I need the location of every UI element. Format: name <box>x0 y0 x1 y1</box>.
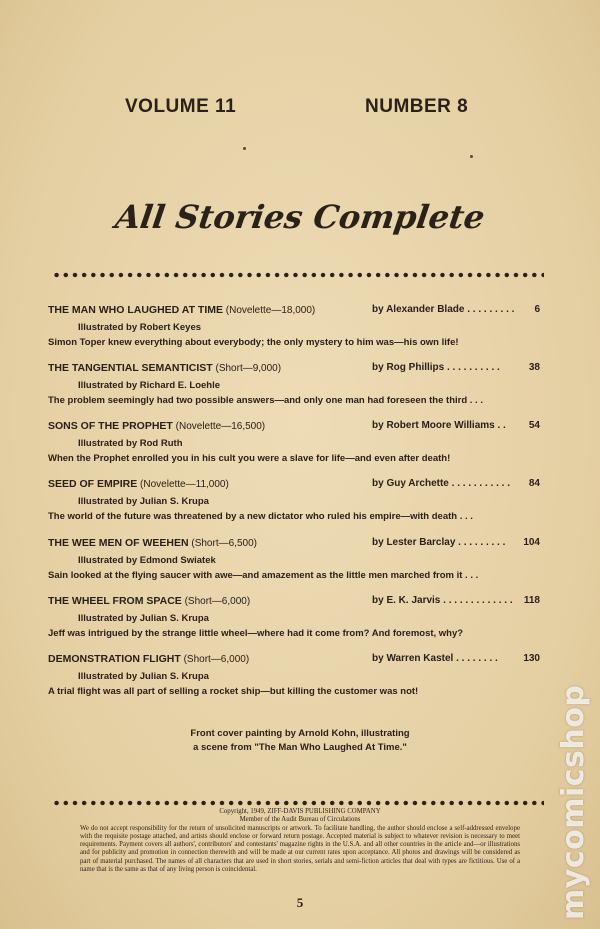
toc-entry-heading <box>48 478 548 494</box>
story-author: by Rog Phillips . . . . . . . . . . <box>372 362 500 373</box>
toc-entry-heading <box>48 595 548 611</box>
print-speck <box>470 155 473 158</box>
toc-entry <box>48 537 548 583</box>
toc-entry-heading <box>48 537 548 553</box>
story-title: SONS OF THE PROPHET <box>48 420 173 432</box>
story-illustrator: Illustrated by Julian S. Krupa <box>78 496 209 507</box>
dotted-divider-bottom <box>52 800 544 806</box>
story-page-number: 38 <box>528 362 540 373</box>
story-illustrator: Illustrated by Julian S. Krupa <box>78 613 209 624</box>
story-length: (Novelette—18,000) <box>225 305 316 316</box>
story-author: by Robert Moore Williams . . <box>372 420 506 431</box>
watermark-logo: mycomicshop <box>556 684 591 920</box>
story-length: (Short—6,500) <box>191 538 257 549</box>
story-title: DEMONSTRATION FLIGHT <box>48 653 181 665</box>
story-illustrator: Illustrated by Rod Ruth <box>78 438 183 449</box>
story-title: SEED OF EMPIRE <box>48 478 138 490</box>
story-page-number: 6 <box>534 304 540 315</box>
story-blurb: Jeff was intrigued by the strange little wheel—where had it come from? And foremost, why? <box>48 628 464 639</box>
print-speck <box>243 147 246 150</box>
story-blurb: The world of the future was threatened by a new dictator who ruled his empire—with death . . . <box>48 511 473 522</box>
story-page-number: 118 <box>523 595 540 606</box>
toc-entry-heading <box>48 420 548 436</box>
toc-entry-heading <box>48 362 548 378</box>
copyright-line: Copyright, 1949, ZIFF-DAVIS PUBLISHING COMPANY <box>219 808 381 815</box>
story-page-number: 84 <box>528 478 540 489</box>
cover-credit <box>0 727 600 755</box>
copyright-notice <box>80 808 520 874</box>
issue-number-label: NUMBER 8 <box>365 96 469 117</box>
story-blurb: Sain looked at the flying saucer with awe—and amazement as the little men marched from it . . . <box>48 570 479 581</box>
story-length: (Short—9,000) <box>215 363 282 374</box>
story-length: (Short—6,000) <box>183 654 250 665</box>
story-illustrator: Illustrated by Richard E. Loehle <box>78 380 221 391</box>
story-author: by Warren Kastel . . . . . . . . <box>372 653 498 664</box>
story-illustrator: Illustrated by Edmond Swiatek <box>78 555 216 566</box>
story-author: by Lester Barclay . . . . . . . . . <box>372 537 506 548</box>
cover-credit-line-1: Front cover painting by Arnold Kohn, illustrating <box>190 728 410 739</box>
page-number: 5 <box>296 895 304 910</box>
story-title: THE WHEEL FROM SPACE <box>48 595 182 607</box>
audit-bureau-line: Member of the Audit Bureau of Circulations <box>239 816 361 824</box>
story-title: THE TANGENTIAL SEMANTICIST <box>48 362 213 374</box>
story-author: by Alexander Blade . . . . . . . . . <box>372 304 515 315</box>
story-title: THE WEE MEN OF WEEHEN <box>48 537 189 549</box>
story-author: by Guy Archette . . . . . . . . . . . <box>372 478 510 489</box>
volume-label: VOLUME 11 <box>125 96 237 117</box>
story-blurb: Simon Toper knew everything about everybody; the only mystery to him was—his own life! <box>48 337 459 348</box>
cover-credit-line-2: a scene from "The Man Who Laughed At Time." <box>193 742 407 753</box>
story-title: THE MAN WHO LAUGHED AT TIME <box>48 304 223 316</box>
toc-entry <box>48 304 548 350</box>
toc-entry <box>48 362 548 408</box>
story-illustrator: Illustrated by Robert Keyes <box>78 322 202 333</box>
toc-entry <box>48 420 548 466</box>
toc-entry <box>48 653 548 699</box>
story-illustrator: Illustrated by Julian S. Krupa <box>78 671 209 682</box>
story-blurb: A trial flight was all part of selling a rocket ship—but killing the customer was not! <box>48 686 419 697</box>
story-length: (Novelette—16,500) <box>175 421 266 432</box>
toc-entry <box>48 478 548 524</box>
story-page-number: 54 <box>528 420 540 431</box>
story-page-number: 104 <box>523 537 540 548</box>
copyright-body: We do not accept responsibility for the return of unsolicited manuscripts or artwork. To facilitate handling, the author should enclose a self-addressed envelope with the requisite postage attached, and artists should enclose or forward return postage. Accepted material is subject to whatever revision is necessary to meet requirements. Payment covers all authors', contributors' and contestants' magazine rights in the U.S.A. and all other countries in the article and—or illustrations and for publicity and promotion in connection therewith and will be made at our current rates upon acceptance. All photos and drawings will be considered as part of material purchased. The names of all characters that are used in short stories, serials and semi-fiction articles that deal with types are fictitious. Use of a name that is the same as that of any living person is coincidental. <box>80 824 520 874</box>
story-page-number: 130 <box>523 653 540 664</box>
story-length: (Novelette—11,000) <box>140 479 229 490</box>
story-blurb: When the Prophet enrolled you in his cult you were a slave for life—and even after death! <box>48 453 451 464</box>
toc-entry <box>48 595 548 641</box>
toc-entry-heading <box>48 653 548 669</box>
story-length: (Short—6,000) <box>184 596 251 607</box>
story-author: by E. K. Jarvis . . . . . . . . . . . . . <box>372 595 513 606</box>
toc-entry-heading <box>48 304 548 320</box>
story-blurb: The problem seemingly had two possible answers—and only one man had foreseen the third . . . <box>48 395 483 406</box>
dotted-divider-top <box>52 272 544 278</box>
page-headline: All Stories Complete <box>112 198 488 236</box>
